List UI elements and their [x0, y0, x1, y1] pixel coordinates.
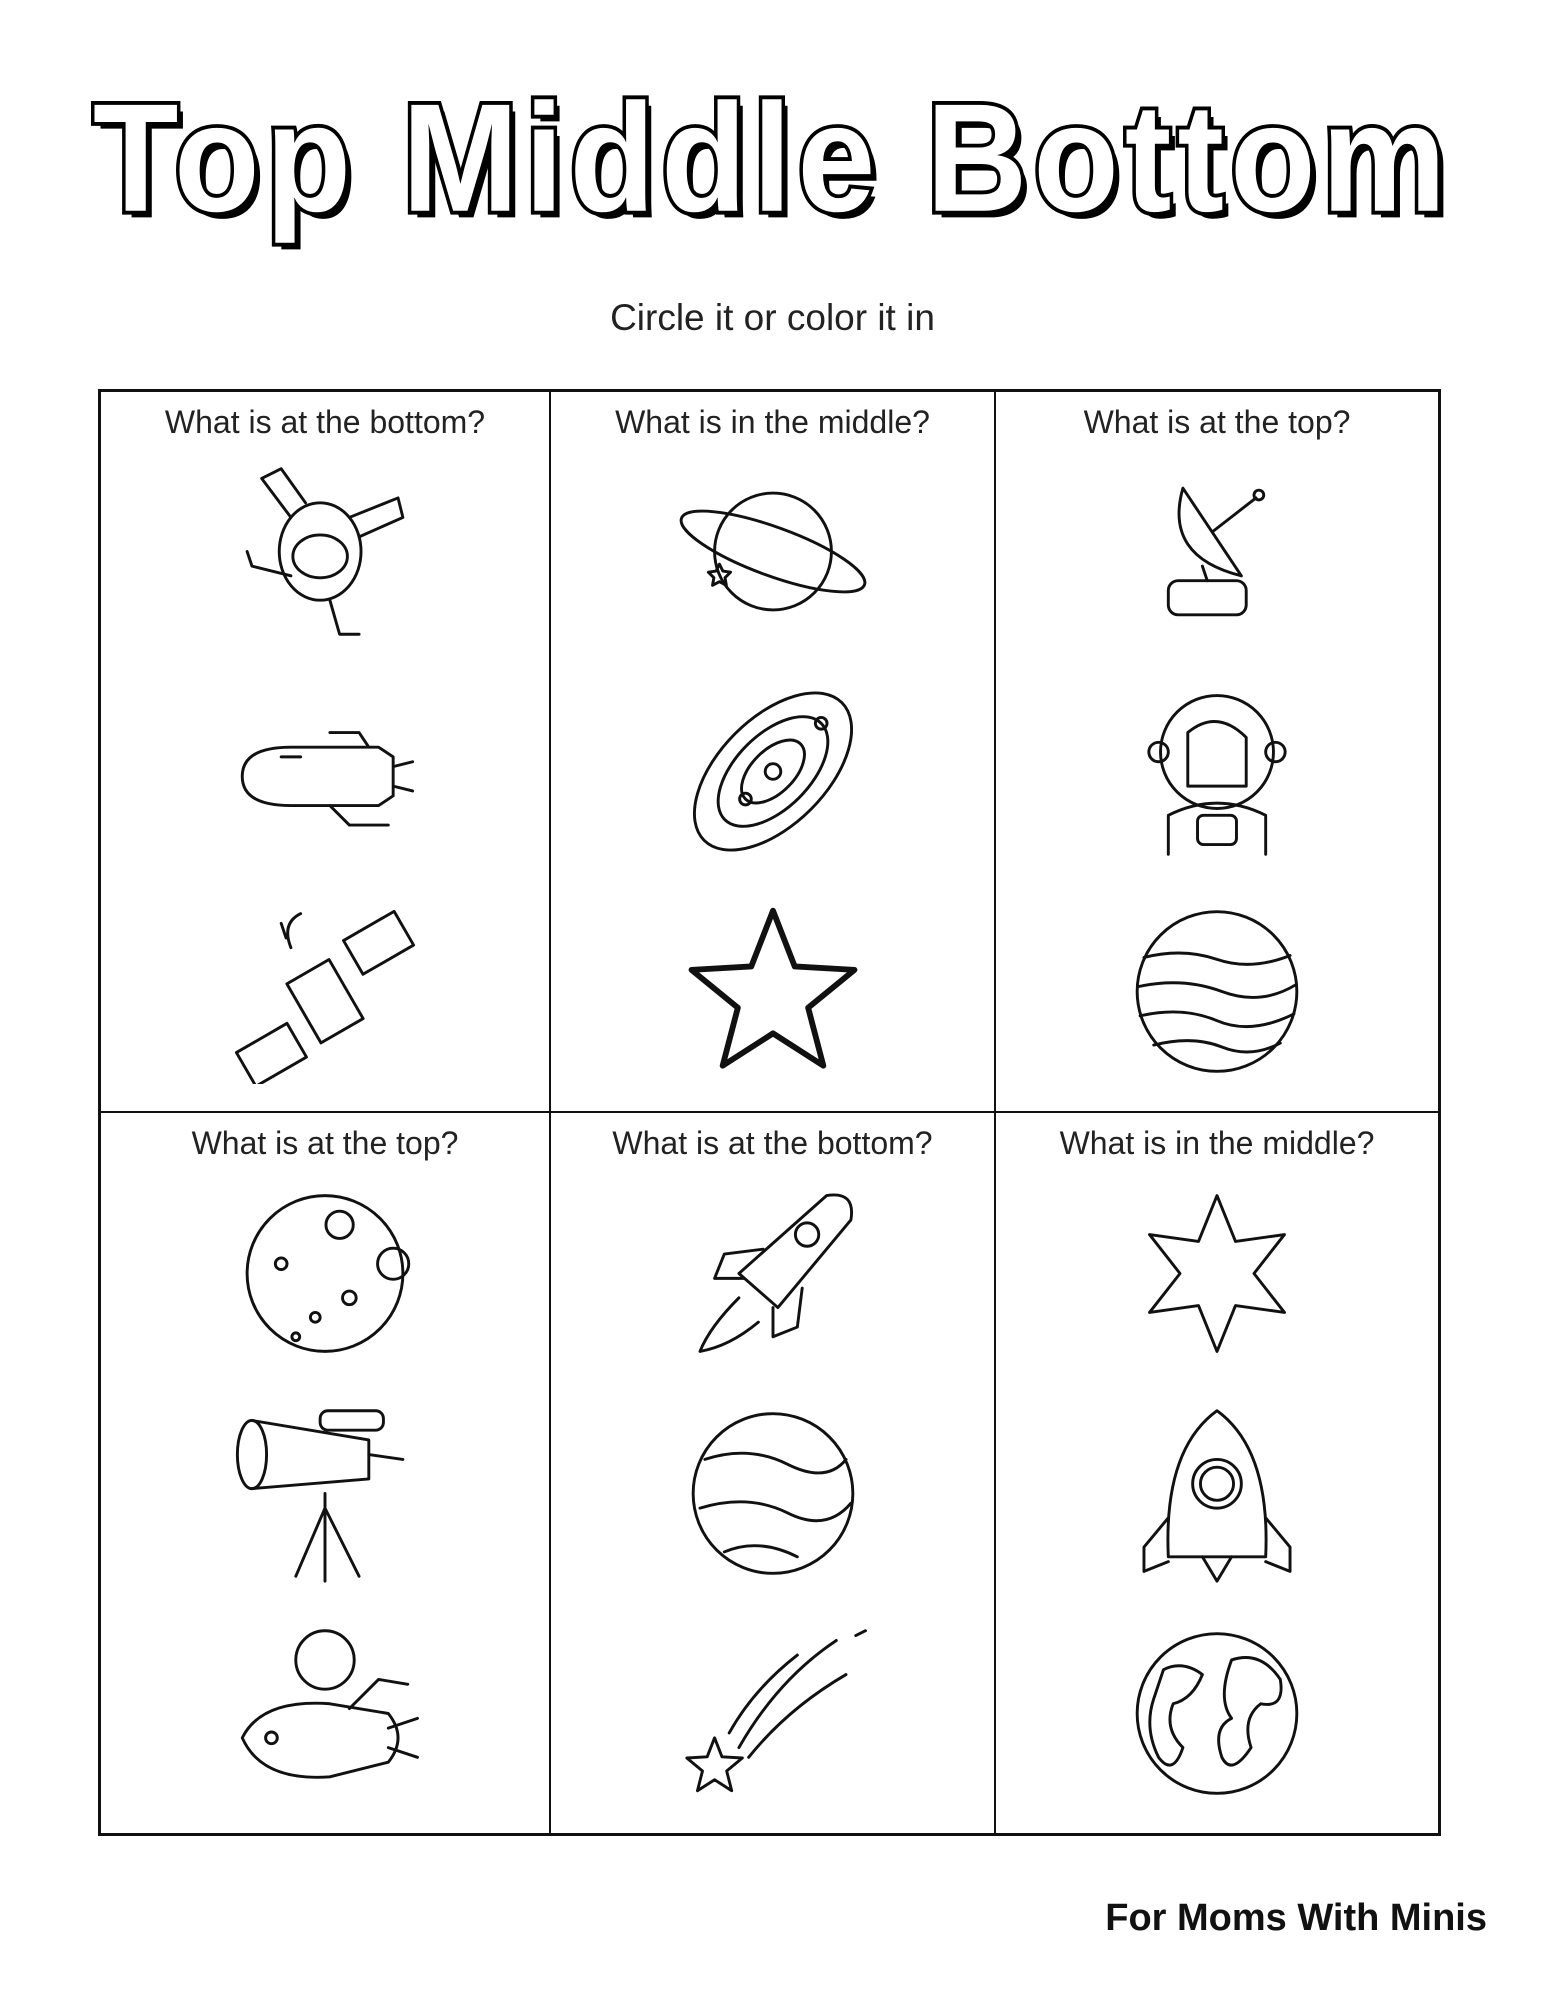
page-title: Top Middle Bottom	[92, 71, 1453, 244]
cell-2	[551, 392, 996, 1113]
planet-icon	[668, 1401, 878, 1586]
question: What is in the middle?	[1059, 1125, 1375, 1161]
cell-4	[101, 1113, 551, 1833]
star-icon	[668, 899, 878, 1084]
striped-planet-icon	[1112, 899, 1322, 1084]
rocket-icon	[668, 1181, 878, 1366]
shooting-star-icon	[668, 1621, 878, 1806]
worksheet-grid	[98, 389, 1441, 1836]
galaxy-orbit-icon	[668, 679, 878, 864]
question: What is at the bottom?	[164, 404, 486, 440]
space-shuttle-icon	[220, 679, 430, 864]
brand-footer: For Moms With Minis	[1105, 1897, 1487, 1939]
question: What is in the middle?	[615, 404, 930, 440]
telescope-icon	[220, 1401, 430, 1586]
ringed-planet-icon	[668, 459, 878, 644]
question: What is at the top?	[191, 1125, 459, 1161]
question: What is at the top?	[1083, 404, 1351, 440]
cell-6	[996, 1113, 1438, 1833]
cell-3	[996, 392, 1438, 1113]
cell-5	[551, 1113, 996, 1833]
earth-icon	[1112, 1621, 1322, 1806]
six-point-star-icon	[1112, 1181, 1322, 1366]
instructions: Circle it or color it in	[610, 297, 935, 338]
satellite-dish-icon	[1112, 459, 1322, 644]
rocket-ship-icon	[1112, 1401, 1322, 1586]
cell-1	[101, 392, 551, 1113]
astronaut-handstand-icon	[220, 459, 430, 644]
astronaut-spaceship-icon	[220, 1621, 430, 1806]
question: What is at the bottom?	[612, 1125, 933, 1161]
astronaut-girl-icon	[1112, 679, 1322, 864]
satellite-icon	[220, 899, 430, 1084]
moon-icon	[220, 1181, 430, 1366]
